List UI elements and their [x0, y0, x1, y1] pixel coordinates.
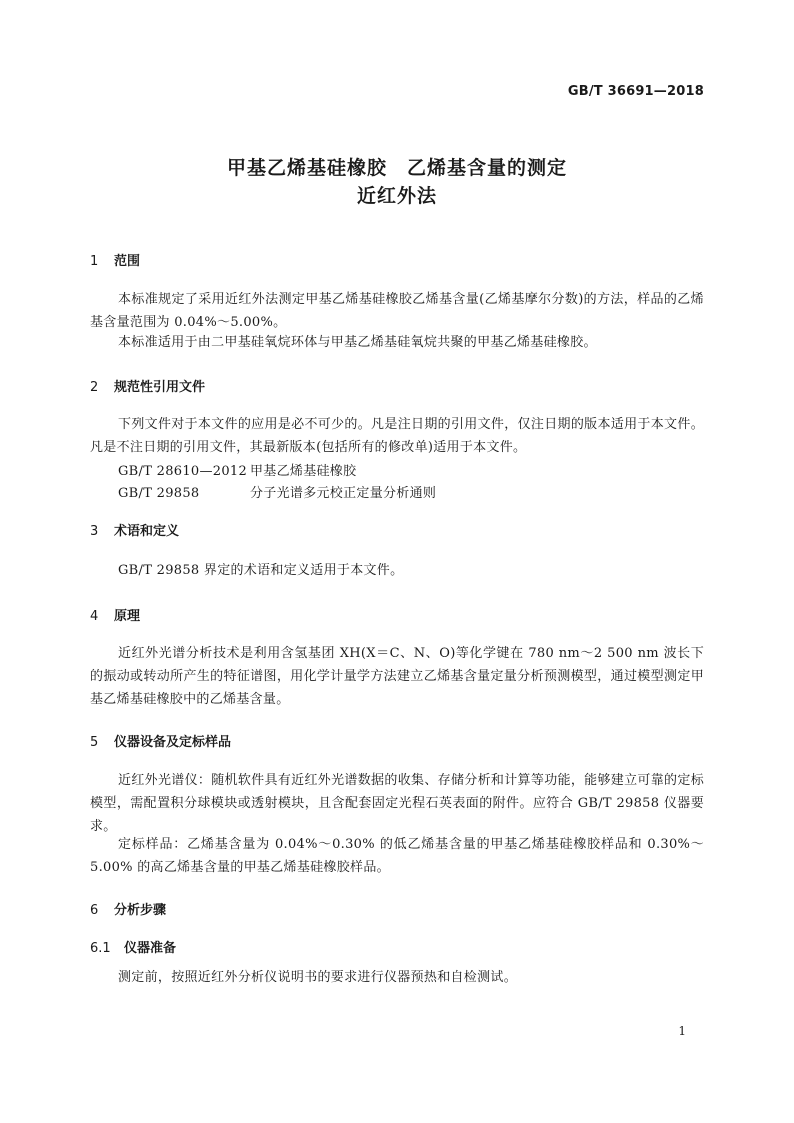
reference-name: 分子光谱多元校正定量分析通则	[250, 486, 437, 501]
section-title: 仪器设备及定标样品	[114, 735, 232, 750]
section-title: 原理	[114, 609, 141, 624]
section-title: 规范性引用文件	[114, 380, 206, 395]
section-1-heading	[90, 250, 140, 269]
section-number: 3	[90, 524, 99, 539]
section-5-paragraph-1: 近红外光谱仪：随机软件具有近红外光谱数据的收集、存储分析和计算等功能，能够建立可靠的定标模型，需配置积分球模块或透射模块，且含配套固定光程石英表面的附件。应符合 GB/T 29858 仪器要求。	[90, 773, 704, 834]
section-number: 4	[90, 609, 99, 624]
document-title: 甲基乙烯基硅橡胶 乙烯基含量的测定	[226, 157, 567, 179]
section-1-paragraph-2: 本标准适用于由二甲基硅氧烷环体与甲基乙烯基硅氧烷共聚的甲基乙烯基硅橡胶。	[118, 335, 597, 350]
standard-number: GB/T 36691—2018	[567, 84, 704, 99]
section-number: 2	[90, 380, 99, 395]
section-number: 6	[90, 903, 99, 918]
section-4-paragraph-1: 近红外光谱分析技术是利用含氢基团 XH(X＝C、N、O)等化学键在 780 nm～2 500 nm 波长下的振动或转动所产生的特征谱图，用化学计量学方法建立乙烯基含量定量分析预测模型，通过模型测定甲基乙烯基硅橡胶中的乙烯基含量。	[90, 646, 704, 707]
section-title: 范围	[114, 254, 141, 269]
section-3-heading	[90, 520, 179, 539]
reference-code: GB/T 28610—2012	[118, 464, 248, 479]
subsection-6-1-paragraph-1: 测定前，按照近红外分析仪说明书的要求进行仪器预热和自检测试。	[118, 970, 518, 985]
section-title: 分析步骤	[114, 903, 167, 918]
reference-code: GB/T 29858	[118, 486, 200, 501]
document-subtitle: 近红外法	[356, 185, 437, 207]
section-5-heading	[90, 731, 231, 750]
section-number: 1	[90, 254, 99, 269]
section-4-heading	[90, 605, 140, 624]
subsection-6-1-heading	[90, 937, 176, 956]
section-number: 5	[90, 735, 99, 750]
section-3-paragraph-1: GB/T 29858 界定的术语和定义适用于本文件。	[118, 563, 404, 578]
reference-item	[118, 460, 356, 479]
section-5-paragraph-2: 定标样品：乙烯基含量为 0.04%～0.30% 的低乙烯基含量的甲基乙烯基硅橡胶样品和 0.30%～5.00% 的高乙烯基含量的甲基乙烯基硅橡胶样品。	[90, 837, 704, 875]
page-number: 1	[678, 1024, 686, 1038]
section-2-paragraph-1: 下列文件对于本文件的应用是必不可少的。凡是注日期的引用文件，仅注日期的版本适用于本文件。凡是不注日期的引用文件，其最新版本(包括所有的修改单)适用于本文件。	[90, 417, 704, 455]
section-2-heading	[90, 376, 205, 395]
section-title: 术语和定义	[114, 524, 180, 539]
section-6-heading	[90, 899, 166, 918]
reference-name: 甲基乙烯基硅橡胶	[250, 464, 357, 479]
reference-item	[118, 482, 436, 501]
subsection-number: 6.1	[90, 941, 111, 956]
section-1-paragraph-1: 本标准规定了采用近红外法测定甲基乙烯基硅橡胶乙烯基含量(乙烯基摩尔分数)的方法，样品的乙烯基含量范围为 0.04%～5.00%。	[90, 292, 704, 330]
subsection-title: 仪器准备	[124, 941, 177, 956]
